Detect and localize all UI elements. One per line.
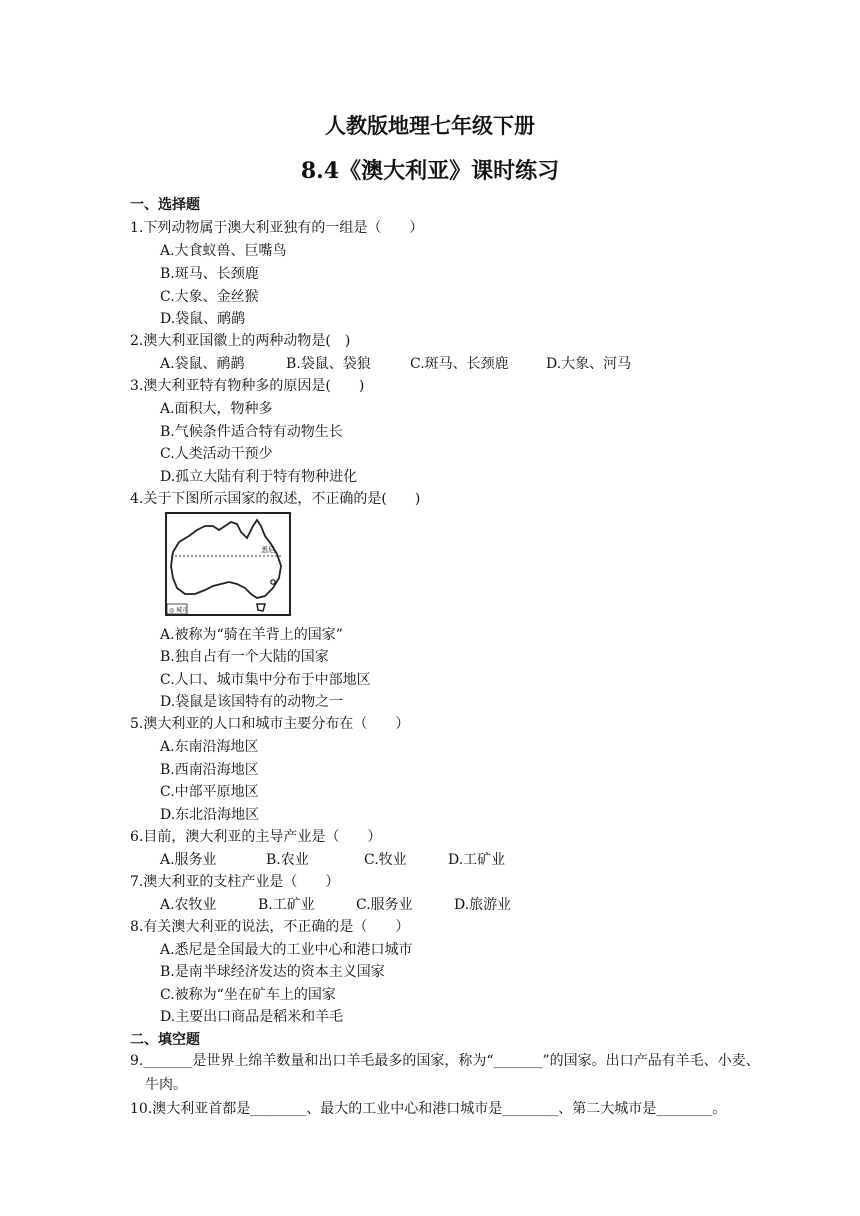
option: A.面积大，物种多 xyxy=(160,401,273,417)
map-city-label: 悉尼 xyxy=(261,546,275,554)
option: B.独自占有一个大陆的国家 xyxy=(160,649,329,665)
option: B.工矿业 xyxy=(258,897,315,913)
option: C.大象、金丝猴 xyxy=(160,289,259,305)
section-heading-fill: 二、填空题 xyxy=(130,1032,200,1048)
option: C.服务业 xyxy=(356,897,413,913)
option: B.气候条件适合特有动物生长 xyxy=(160,424,343,440)
question-8: 8.有关澳大利亚的说法，不正确的是（ ） xyxy=(130,919,410,935)
option: D.工矿业 xyxy=(448,852,506,868)
page-subtitle: 8.4《澳大利亚》课时练习 xyxy=(300,158,560,184)
option-row xyxy=(160,894,511,914)
fill-question-9 xyxy=(130,1049,760,1097)
option: A.东南沿海地区 xyxy=(160,739,259,755)
option: D.大象、河马 xyxy=(546,356,632,372)
question-3: 3.澳大利亚特有物种多的原因是( ) xyxy=(130,378,365,394)
question-6: 6.目前，澳大利亚的主导产业是（ ） xyxy=(130,829,382,845)
question-4: 4.关于下图所示国家的叙述，不正确的是( ) xyxy=(130,491,421,507)
option: A.大食蚁兽、巨嘴鸟 xyxy=(160,243,287,259)
question-5: 5.澳大利亚的人口和城市主要分布在（ ） xyxy=(130,716,410,732)
question-1: 1.下列动物属于澳大利亚独有的一组是（ ） xyxy=(130,220,424,236)
fill-question-10: 10.澳大利亚首都是________、最大的工业中心和港口城市是________、第二大城市是________。 xyxy=(130,1101,727,1117)
question-7: 7.澳大利亚的支柱产业是（ ） xyxy=(130,874,340,890)
option: A.被称为“骑在羊背上的国家” xyxy=(160,627,343,643)
option: C.人口、城市集中分布于中部地区 xyxy=(160,672,371,688)
fill-9-text: 9._______是世界上绵羊数量和出口羊毛最多的国家，称为“_______”的国家。出口产品有羊毛、小麦、牛肉。 xyxy=(130,1053,760,1093)
option: D.东北沿海地区 xyxy=(160,807,260,823)
option: B.是南半球经济发达的资本主义国家 xyxy=(160,964,385,980)
option: B.农业 xyxy=(266,852,309,868)
option: B.西南沿海地区 xyxy=(160,762,259,778)
option: D.主要出口商品是稻米和羊毛 xyxy=(160,1009,344,1025)
option: D.旅游业 xyxy=(454,897,512,913)
section-heading-choice: 一、选择题 xyxy=(130,197,200,213)
question-2: 2.澳大利亚国徽上的两种动物是( ) xyxy=(130,333,351,349)
option: C.中部平原地区 xyxy=(160,784,259,800)
option-row xyxy=(160,849,505,869)
option: C.人类活动干预少 xyxy=(160,446,273,462)
option-row xyxy=(160,353,631,373)
option: D.袋鼠是该国特有的动物之一 xyxy=(160,694,344,710)
option: B.斑马、长颈鹿 xyxy=(160,266,259,282)
australia-map xyxy=(165,512,293,618)
option: C.牧业 xyxy=(364,852,407,868)
option: A.农牧业 xyxy=(160,897,217,913)
option: B.袋鼠、袋狼 xyxy=(286,356,371,372)
option: C.斑马、长颈鹿 xyxy=(410,356,509,372)
option: D.孤立大陆有利于特有物种进化 xyxy=(160,469,358,485)
option: A.服务业 xyxy=(160,852,217,868)
option: A.袋鼠、鸸鹋 xyxy=(160,356,245,372)
map-legend-label: ◎ 城市 xyxy=(169,607,189,614)
page-title: 人教版地理七年级下册 xyxy=(325,113,535,138)
option: C.被称为“坐在矿车上的国家 xyxy=(160,987,336,1003)
option: D.袋鼠、鸸鹋 xyxy=(160,311,246,327)
option: A.悉尼是全国最大的工业中心和港口城市 xyxy=(160,942,413,958)
